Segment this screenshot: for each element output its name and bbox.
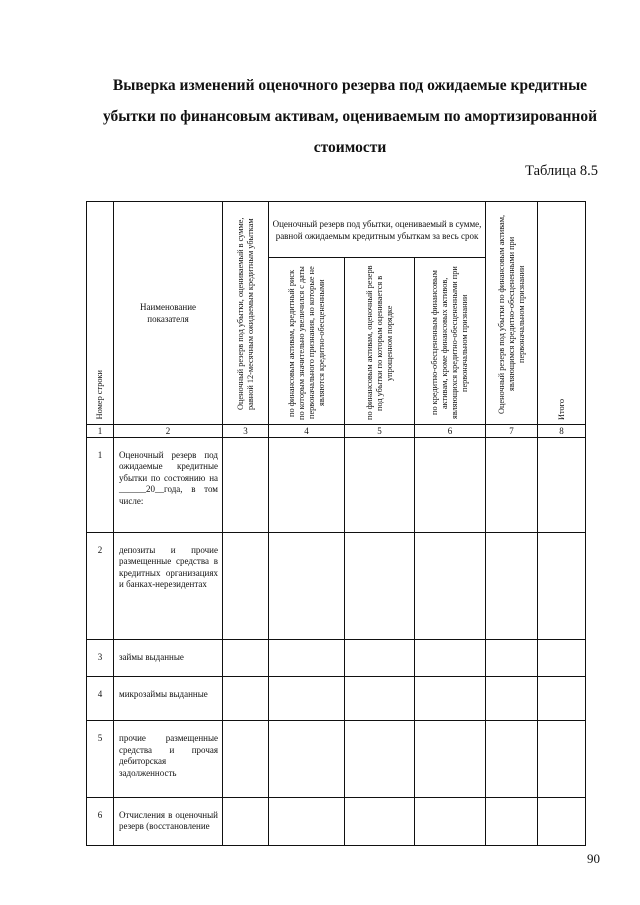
header-indicator-name: Наименование показателя	[114, 202, 223, 425]
table-row	[87, 721, 586, 798]
column-number: 1	[87, 424, 114, 437]
table-cell	[223, 676, 269, 720]
table-cell	[345, 532, 415, 640]
table-label: Таблица 8.5	[525, 163, 598, 179]
column-number: 2	[114, 424, 223, 437]
table-row	[87, 640, 586, 676]
table-cell	[269, 797, 345, 845]
table-cell	[269, 676, 345, 720]
table-cell	[486, 721, 538, 798]
table-cell	[486, 676, 538, 720]
header-poci-assets: Оценочный резерв под убытки по финансовым активам, являющимся кредитно-обесцененными при первоначальном признании	[486, 202, 538, 425]
table-cell	[223, 532, 269, 640]
table-cell	[223, 437, 269, 532]
table-cell	[269, 532, 345, 640]
row-number: 4	[87, 676, 114, 720]
column-number-row	[87, 424, 586, 437]
table-cell	[269, 640, 345, 676]
column-number: 5	[345, 424, 415, 437]
column-number: 7	[486, 424, 538, 437]
table-cell	[486, 532, 538, 640]
table-cell	[223, 640, 269, 676]
table-cell	[486, 797, 538, 845]
table-cell	[269, 721, 345, 798]
row-number: 3	[87, 640, 114, 676]
row-label: микрозаймы выданные	[114, 676, 223, 720]
table-cell	[223, 721, 269, 798]
title-line: стоимости	[313, 139, 387, 156]
row-number: 2	[87, 532, 114, 640]
row-label: Отчисления в оценочный резерв (восстановление	[114, 797, 223, 845]
table-row	[87, 437, 586, 532]
row-label: депозиты и прочие размещенные средства в кредитных организациях и банках-нерезидентах	[114, 532, 223, 640]
table-row	[87, 797, 586, 845]
row-number: 1	[87, 437, 114, 532]
row-number: 5	[87, 721, 114, 798]
table-cell	[486, 437, 538, 532]
table-cell	[345, 640, 415, 676]
header-simplified-approach: по финансовым активам, оценочный резерв под убытки по которым оценивается в упрощенном порядке	[345, 258, 415, 424]
header-lifetime-ecl-group: Оценочный резерв под убытки, оцениваемый в сумме, равной ожидаемым кредитным убыткам за весь срок	[269, 202, 486, 258]
table-cell	[345, 437, 415, 532]
column-number: 6	[415, 424, 486, 437]
header-12-month-ecl: Оценочный резерв под убытки, оцениваемый в сумме, равной 12-месячным ожидаемым кредитным убыткам	[223, 202, 269, 425]
header-row-number: Номер строки	[87, 202, 114, 425]
table-cell	[415, 721, 486, 798]
table-cell	[345, 797, 415, 845]
table-cell	[538, 640, 586, 676]
row-label: Оценочный резерв под ожидаемые кредитные убытки по состоянию на ______20__года, в том числе:	[114, 437, 223, 532]
row-label: займы выданные	[114, 640, 223, 676]
header-significant-increase: по финансовым активам, кредитный риск по которым значительно увеличился с даты первоначального признания, но которые не являются кредитно-обесцененными	[269, 258, 345, 424]
column-number: 3	[223, 424, 269, 437]
column-number: 4	[269, 424, 345, 437]
title-line: убытки по финансовым активам, оцениваемым по амортизированной	[102, 108, 598, 125]
table-cell	[223, 797, 269, 845]
table-cell	[415, 797, 486, 845]
table-row	[87, 532, 586, 640]
table-cell	[345, 676, 415, 720]
table-cell	[269, 437, 345, 532]
table-row	[87, 676, 586, 720]
table-cell	[415, 437, 486, 532]
table-cell	[415, 676, 486, 720]
table-cell	[415, 640, 486, 676]
table-cell	[538, 532, 586, 640]
table-cell	[538, 676, 586, 720]
column-number: 8	[538, 424, 586, 437]
row-number: 6	[87, 797, 114, 845]
title-line: Выверка изменений оценочного резерва под ожидаемые кредитные	[112, 77, 588, 94]
document-title	[100, 70, 600, 163]
reconciliation-table	[86, 201, 586, 846]
table-cell	[486, 640, 538, 676]
table-cell	[538, 797, 586, 845]
row-label: прочие размещенные средства и прочая дебиторская задолженность	[114, 721, 223, 798]
page-number: 90	[587, 851, 600, 866]
table-cell	[538, 437, 586, 532]
table-cell	[415, 532, 486, 640]
table-cell	[345, 721, 415, 798]
header-total: Итого	[538, 202, 586, 425]
table-cell	[538, 721, 586, 798]
header-credit-impaired: по кредитно-обесцененным финансовым активам, кроме финансовых активов, являющихся кредитно-обесцененными при первоначальном признании	[415, 258, 486, 424]
